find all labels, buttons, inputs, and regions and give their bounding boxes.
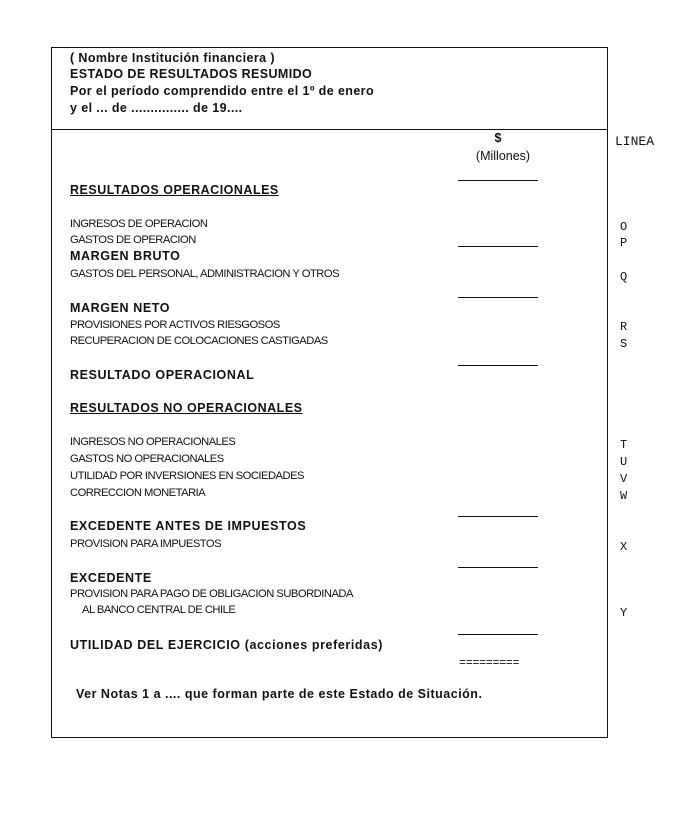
line-code-t: T [620,438,628,452]
amount-rule [458,180,538,181]
line-item-gastos-no-operacionales: GASTOS NO OPERACIONALES [70,453,224,465]
line-item-provisiones-activos: PROVISIONES POR ACTIVOS RIESGOSOS [70,319,280,331]
line-code-s: S [620,337,628,351]
frame-top-border [51,47,608,48]
line-item-correccion-monetaria: CORRECCION MONETARIA [70,487,206,499]
amount-rule [458,634,538,635]
amount-rule [458,567,538,568]
footnote: Ver Notas 1 a .... que forman parte de este Estado de Situación. [76,687,483,701]
line-item-provision-pago-line-1: PROVISION PARA PAGO DE OBLIGACION SUBORDINADA [70,588,353,600]
period-line-2: y el ... de ............... de 19.... [70,101,243,115]
line-code-p: P [620,236,628,250]
frame-left-border [51,47,52,738]
line-item-utilidad-inversiones: UTILIDAD POR INVERSIONES EN SOCIEDADES [70,470,305,482]
section-operational-heading: RESULTADOS OPERACIONALES [70,183,279,197]
line-item-gastos-operacion: GASTOS DE OPERACION [70,234,196,246]
line-item-gastos-personal: GASTOS DEL PERSONAL, ADMINISTRACION Y OTROS [70,268,340,280]
total-utilidad-ejercicio: UTILIDAD DEL EJERCICIO (acciones preferidas) [70,638,384,652]
subtotal-margen-neto: MARGEN NETO [70,301,171,315]
statement-title: ESTADO DE RESULTADOS RESUMIDO [70,67,313,81]
line-code-q: Q [620,270,628,284]
amount-rule [458,365,538,366]
amount-rule [458,297,538,298]
period-line-1: Por el período comprendido entre el 1º de enero [70,84,374,98]
frame-bottom-border [51,737,608,738]
amount-rule [458,516,538,517]
line-item-provision-impuestos: PROVISION PARA IMPUESTOS [70,538,222,550]
line-column-header: LINEA [615,134,655,149]
subtotal-margen-bruto: MARGEN BRUTO [70,249,181,263]
amount-rule [458,246,538,247]
line-item-ingresos-operacion: INGRESOS DE OPERACION [70,218,208,230]
line-code-o: O [620,220,628,234]
frame-right-border [607,47,608,738]
line-code-y: Y [620,606,628,620]
header-divider [51,129,608,130]
section-non-operational-heading: RESULTADOS NO OPERACIONALES [70,401,303,415]
currency-header: $ [494,131,502,145]
institution-name: ( Nombre Institución financiera ) [70,51,275,65]
subtotal-excedente-antes-impuestos: EXCEDENTE ANTES DE IMPUESTOS [70,519,307,533]
line-code-r: R [620,320,628,334]
subtotal-excedente: EXCEDENTE [70,571,152,585]
total-double-rule: ========= [459,657,520,670]
subtotal-resultado-operacional: RESULTADO OPERACIONAL [70,368,255,382]
line-code-v: V [620,472,628,486]
line-item-ingresos-no-operacionales: INGRESOS NO OPERACIONALES [70,436,236,448]
line-code-w: W [620,489,628,503]
line-item-recuperacion-colocaciones: RECUPERACION DE COLOCACIONES CASTIGADAS [70,335,328,347]
unit-header: (Millones) [475,149,531,163]
line-code-u: U [620,455,628,469]
line-code-x: X [620,540,628,554]
line-item-provision-pago-line-2: AL BANCO CENTRAL DE CHILE [82,604,236,616]
